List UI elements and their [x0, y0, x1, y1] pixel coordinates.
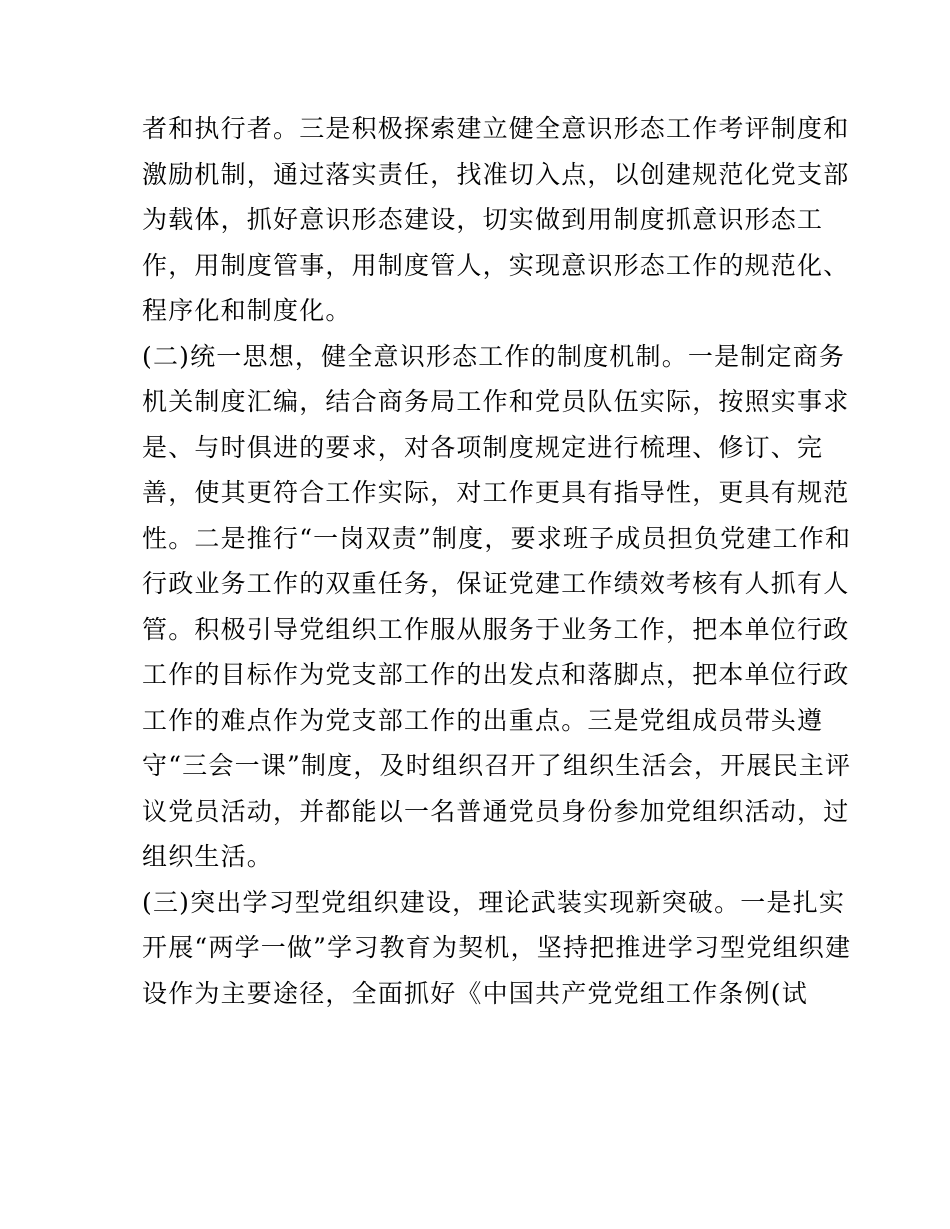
text-line: 工作的难点作为党支部工作的出重点。三是党组成员带头遵 — [142, 705, 824, 735]
body-text — [142, 106, 852, 1016]
text-line: 管。积极引导党组织工作服从服务于业务工作，把本单位行政 — [142, 614, 850, 644]
text-line: 守“三会一课”制度，及时组织召开了组织生活会，开展民主评 — [142, 751, 852, 780]
text-line: 行政业务工作的双重任务，保证党建工作绩效考核有人抓有人 — [142, 569, 850, 598]
text-line: 激励机制，通过落实责任，找准切入点，以创建规范化党支部 — [142, 159, 850, 189]
section-heading-line: (二)统一思想，健全意识形态工作的制度机制。一是制定商务 — [142, 341, 846, 371]
section-heading-line: (三)突出学习型党组织建设，理论武装实现新突破。一是扎实 — [142, 887, 846, 917]
text-line: 开展“两学一做”学习教育为契机，坚持把推进学习型党组织建 — [142, 933, 852, 962]
text-line: 议党员活动，并都能以一名普通党员身份参加党组织活动，过 — [142, 796, 850, 826]
text-line: 作，用制度管事，用制度管人，实现意识形态工作的规范化、 — [142, 250, 850, 280]
text-line: 机关制度汇编，结合商务局工作和党员队伍实际，按照实事求 — [142, 387, 850, 416]
text-line: 者和执行者。三是积极探索建立健全意识形态工作考评制度和 — [142, 114, 850, 143]
text-line: 工作的目标作为党支部工作的出发点和落脚点，把本单位行政 — [142, 660, 850, 689]
text-line: 组织生活。 — [142, 842, 274, 871]
text-line: 是、与时俱进的要求，对各项制度规定进行梳理、修订、完 — [142, 432, 824, 462]
text-line: 善，使其更符合工作实际，对工作更具有指导性，更具有规范 — [142, 478, 850, 507]
text-line: 设作为主要途径，全面抓好《中国共产党党组工作条例(试 — [142, 978, 808, 1008]
text-line: 性。二是推行“一岗双责”制度，要求班子成员担负党建工作和 — [142, 523, 852, 553]
text-line: 程序化和制度化。 — [142, 296, 352, 325]
text-line: 为载体，抓好意识形态建设，切实做到用制度抓意识形态工 — [142, 205, 824, 234]
